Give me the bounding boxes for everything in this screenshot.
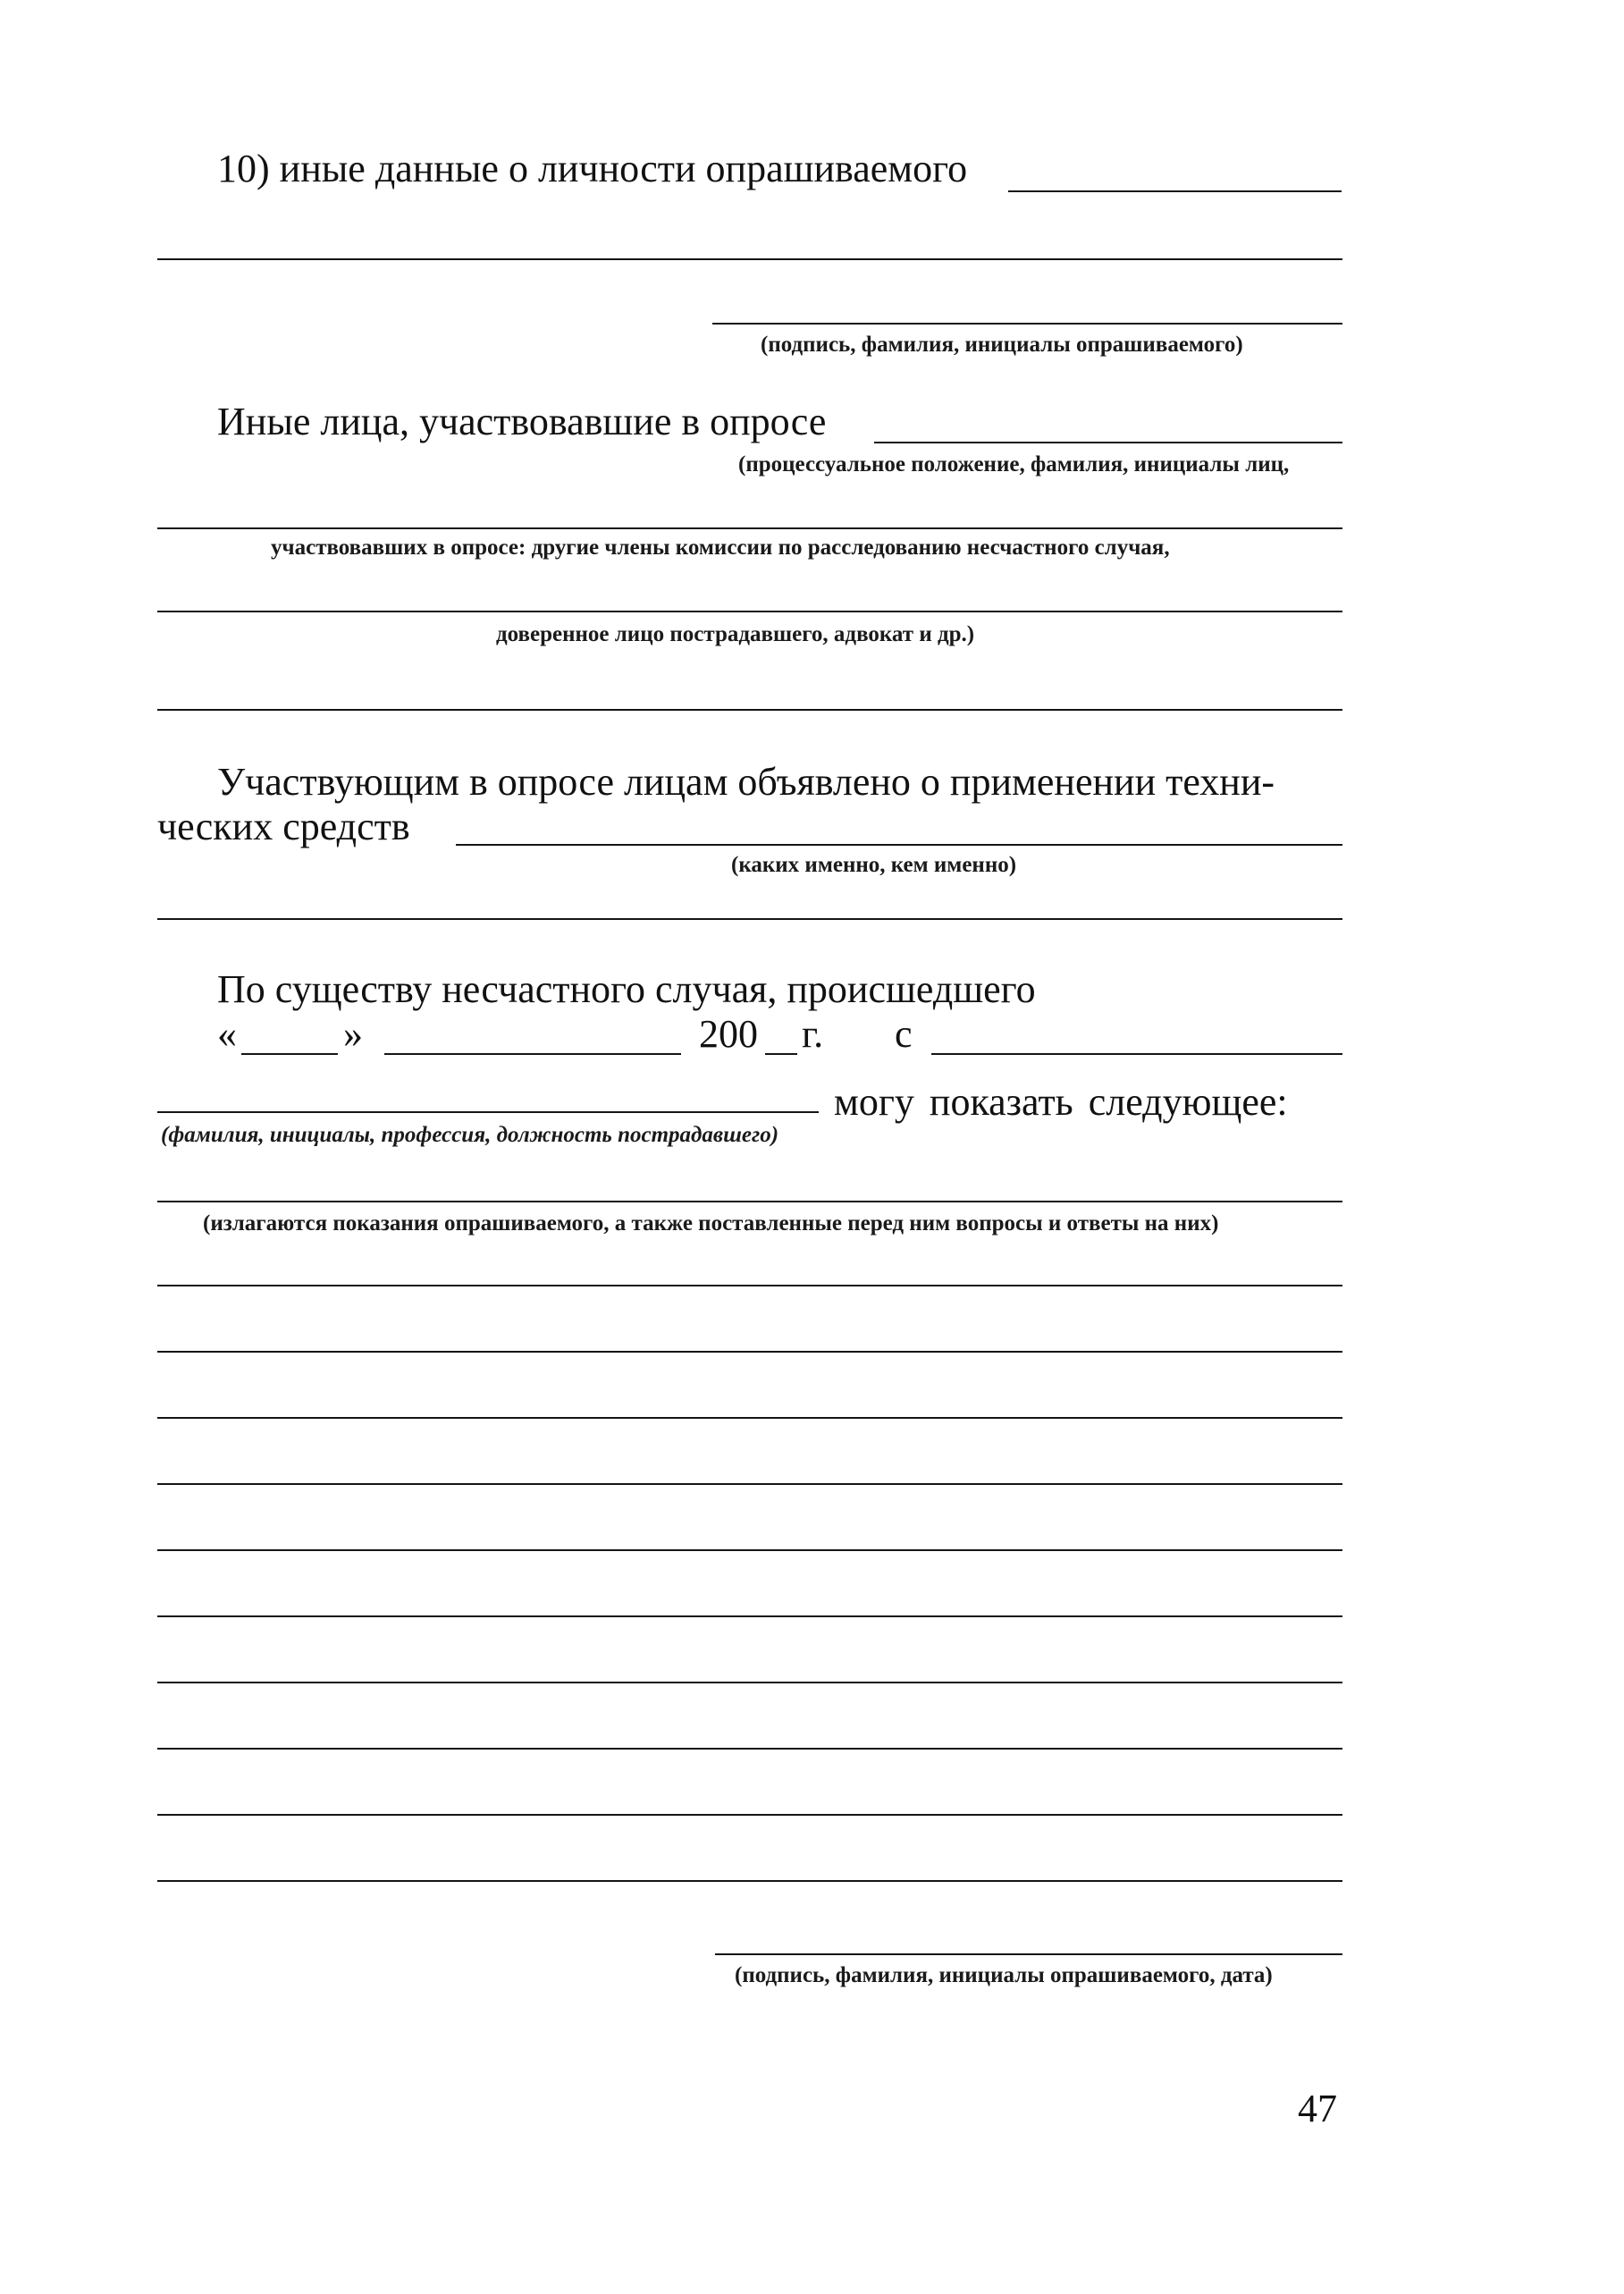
page-number: 47 — [1298, 2087, 1337, 2130]
signature-line-1[interactable] — [712, 323, 1342, 325]
testimony-line[interactable] — [157, 1285, 1342, 1286]
testimony-line[interactable] — [157, 1351, 1342, 1353]
testimony-line[interactable] — [157, 1549, 1342, 1551]
with-label: с — [895, 1012, 913, 1056]
testimony-line[interactable] — [157, 1814, 1342, 1816]
year-suffix: г. — [802, 1012, 824, 1056]
testimony-line[interactable] — [157, 1417, 1342, 1419]
testimony-caption: (излагаются показания опрашиваемого, а также поставленные перед ним вопросы и ответы на них) — [203, 1211, 1219, 1236]
item10-label: 10) иные данные о личности опрашиваемого — [217, 147, 968, 190]
testimony-line[interactable] — [157, 1880, 1342, 1882]
item10-extra-line[interactable] — [157, 258, 1342, 260]
other-persons-field-line[interactable] — [874, 442, 1342, 443]
item10-field-line[interactable] — [1008, 190, 1342, 192]
testimony-line[interactable] — [157, 1615, 1342, 1617]
year-field-line[interactable] — [765, 1053, 797, 1055]
other-persons-caption-3: доверенное лицо пострадавшего, адвокат и др.) — [496, 622, 975, 646]
close-quote: » — [343, 1012, 363, 1056]
other-persons-line-4[interactable] — [157, 709, 1342, 711]
testimony-line[interactable] — [157, 1748, 1342, 1750]
month-field-line[interactable] — [384, 1053, 681, 1055]
with-field-line[interactable] — [931, 1053, 1342, 1055]
victim-caption: (фамилия, инициалы, профессия, должность пострадавшего) — [161, 1123, 779, 1147]
other-persons-caption-2: участвовавших в опросе: другие члены комиссии по расследованию несчастного случая, — [271, 536, 1170, 560]
other-persons-label: Иные лица, участвовавшие в опросе — [217, 400, 827, 443]
technical-means-line2: ческих средств — [157, 805, 410, 848]
signature-line-2[interactable] — [715, 1953, 1342, 1955]
other-persons-caption-1: (процессуальное положение, фамилия, инициалы лиц, — [738, 452, 1290, 477]
testimony-line-1[interactable] — [157, 1201, 1342, 1202]
technical-means-line-2[interactable] — [157, 918, 1342, 920]
technical-means-caption: (каких именно, кем именно) — [731, 853, 1017, 877]
testimony-line[interactable] — [157, 1682, 1342, 1683]
signature-caption-1: (подпись, фамилия, инициалы опрашиваемого) — [761, 333, 1243, 357]
day-field-line[interactable] — [241, 1053, 338, 1055]
technical-means-field-line[interactable] — [456, 844, 1342, 846]
signature-caption-2: (подпись, фамилия, инициалы опрашиваемого, дата) — [735, 1963, 1273, 1987]
technical-means-line1: Участвующим в опросе лицам объявлено о применении техни- — [217, 760, 1275, 804]
victim-field-line[interactable] — [157, 1111, 819, 1113]
other-persons-line-3[interactable] — [157, 611, 1342, 612]
incident-line1: По существу несчастного случая, происшедшего — [217, 967, 1036, 1011]
other-persons-line-2[interactable] — [157, 527, 1342, 529]
year-prefix: 200 — [699, 1012, 758, 1056]
open-quote: « — [217, 1012, 237, 1056]
testimony-line[interactable] — [157, 1483, 1342, 1485]
can-show-text: могу показать следующее: — [834, 1080, 1288, 1124]
